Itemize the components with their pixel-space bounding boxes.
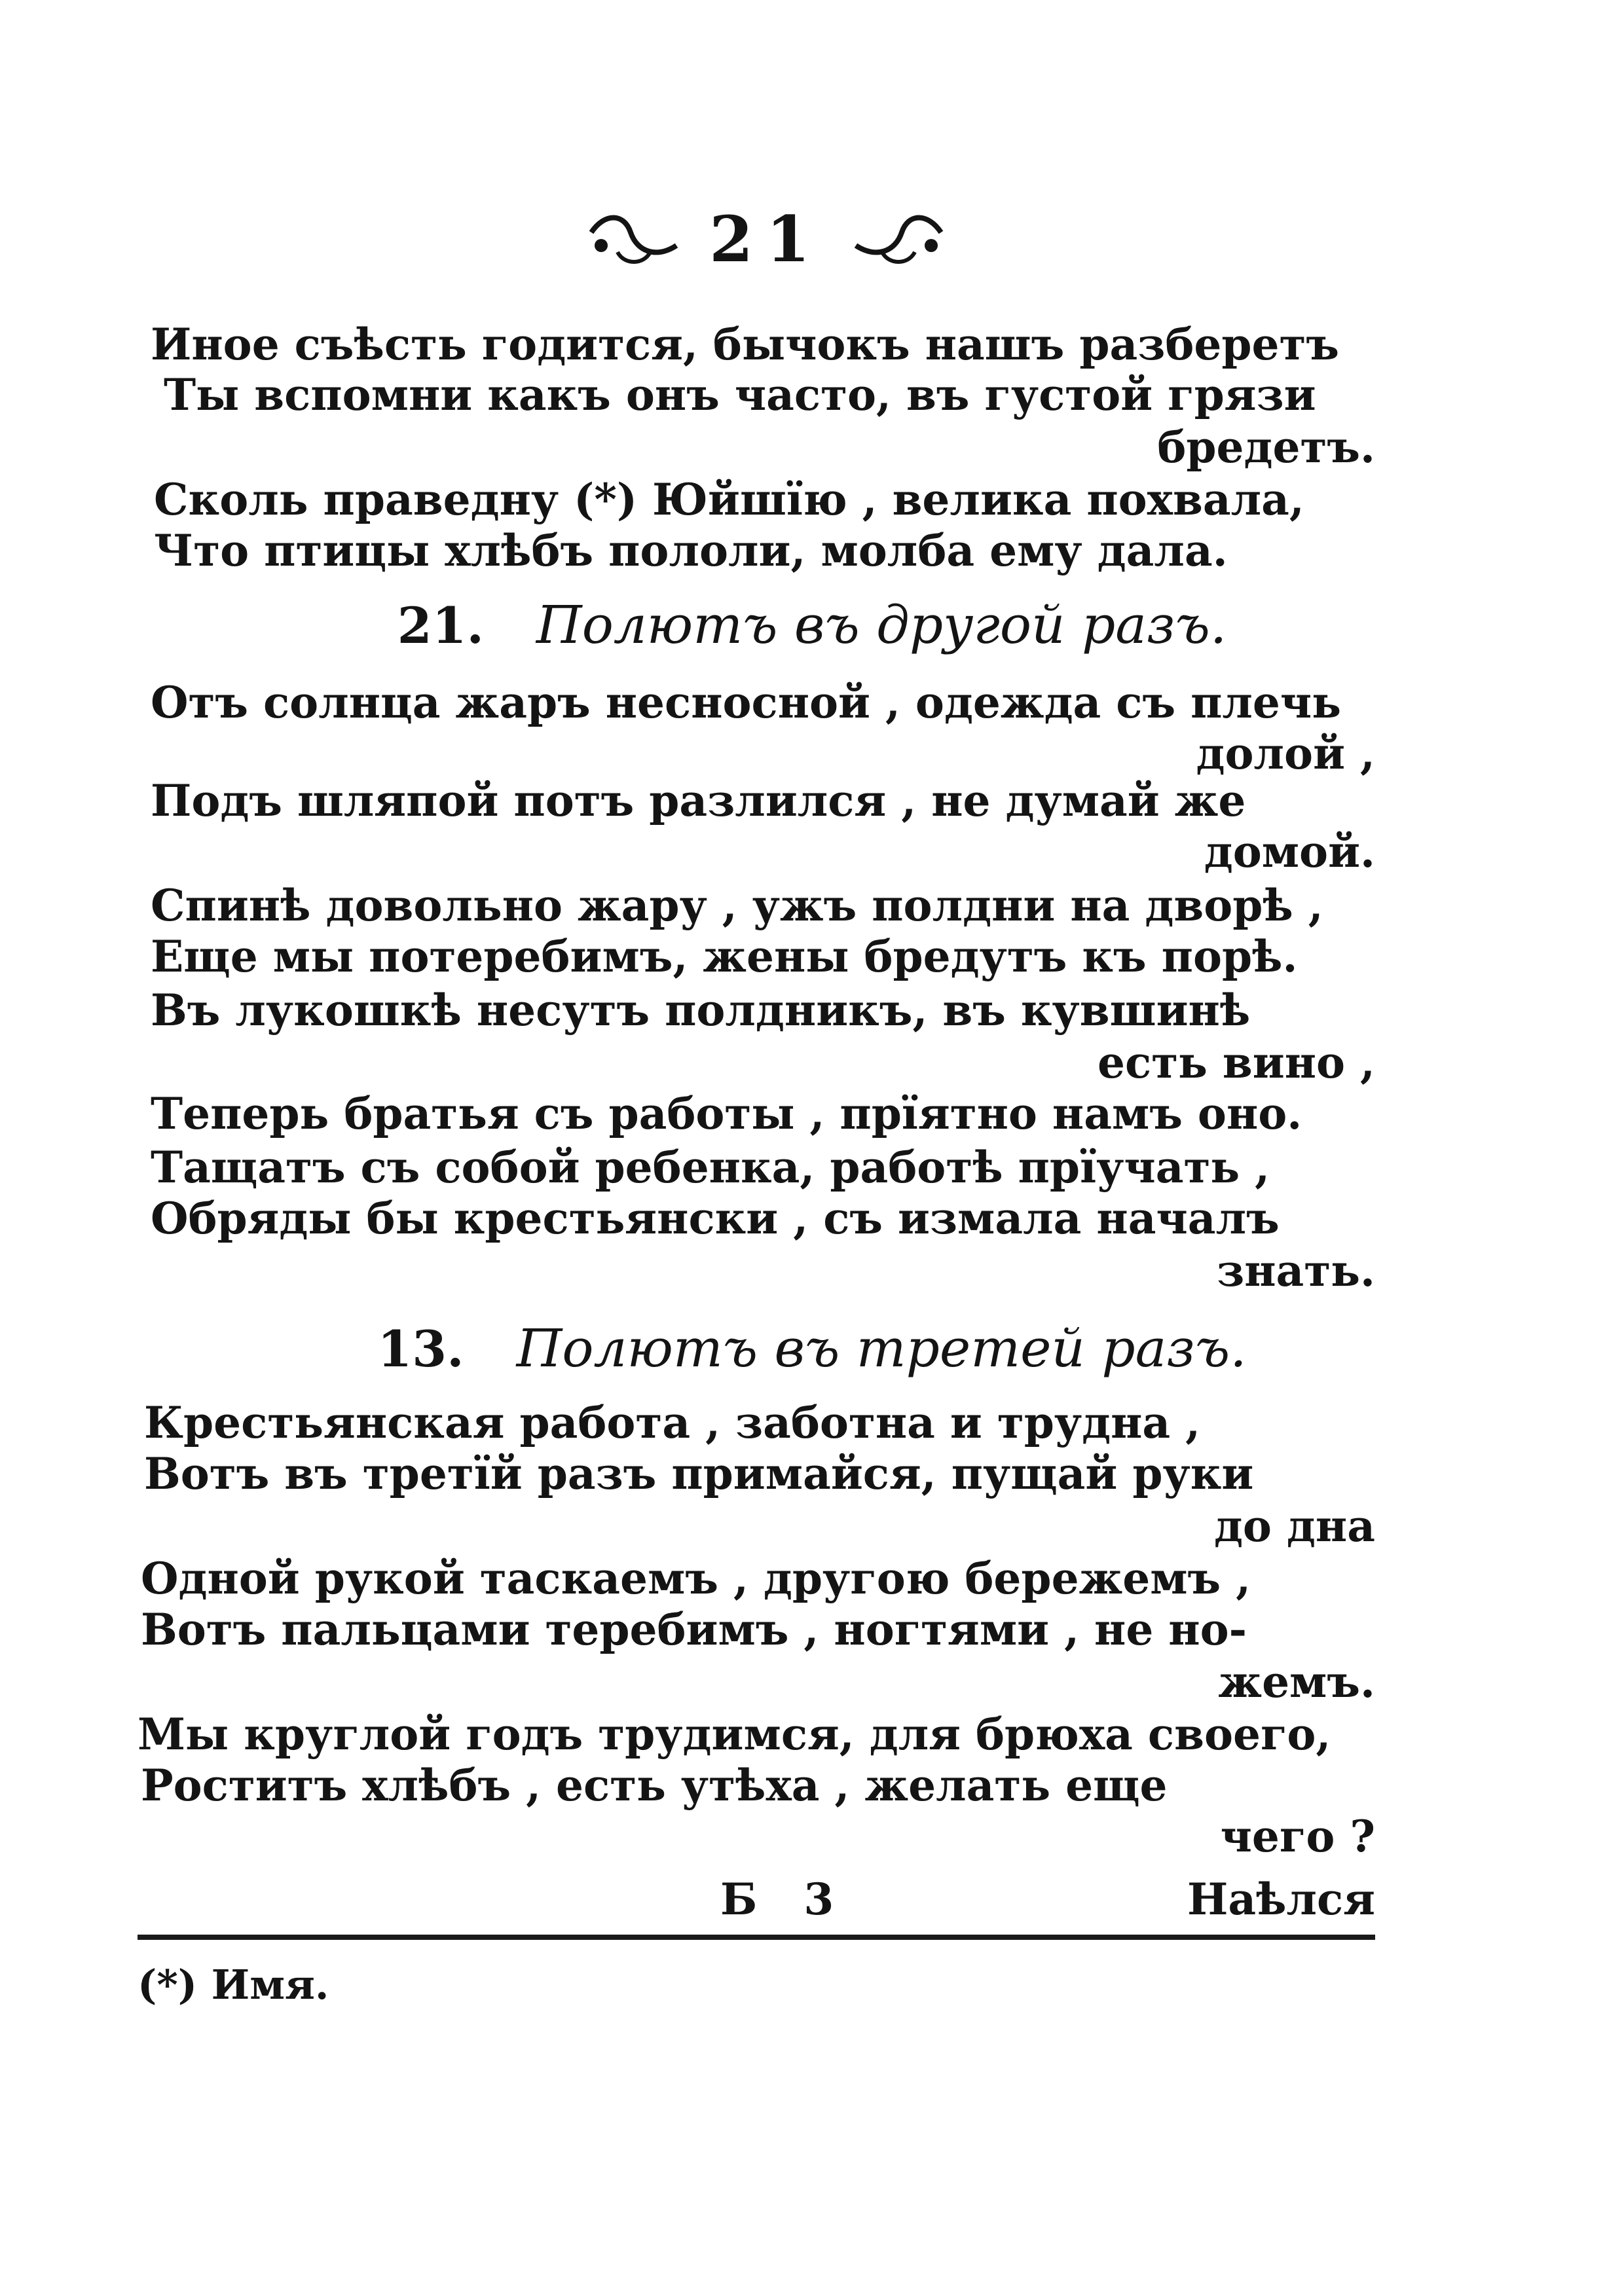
signature-mark: Б 3	[720, 1874, 850, 1925]
right-ornament-icon	[849, 206, 948, 272]
footnote-rule	[138, 1935, 1375, 1940]
footnote: (*) Имя.	[138, 1961, 329, 2009]
section-number: 13.	[377, 1320, 464, 1378]
text-line: Крестьянская работа , заботна и трудна ,	[144, 1397, 1201, 1448]
text-line: Что птицы хлѣбъ пололи, молба ему дала.	[154, 525, 1228, 576]
text-line: Въ лукошкѣ несутъ полдникъ, въ кувшинѣ	[151, 985, 1251, 1036]
text-line: Иное съѣсть годится, бычокъ нашъ разберетъ	[151, 319, 1340, 370]
left-ornament-icon	[585, 206, 683, 272]
text-line: есть вино ,	[1098, 1037, 1375, 1088]
text-line: Спинѣ довольно жару , ужъ полдни на дворѣ ,	[151, 880, 1323, 931]
text-line: Отъ солнца жаръ несносной , одежда съ плечь	[151, 677, 1342, 728]
section-title: Полютъ въ другой разъ.	[536, 594, 1227, 655]
text-line: Теперь братья съ работы , прїятно намъ оно.	[151, 1088, 1302, 1139]
page-header	[570, 196, 963, 282]
text-line: жемъ.	[1218, 1656, 1375, 1707]
catchword: Наѣлся	[1187, 1874, 1375, 1925]
section-number: 21.	[397, 596, 484, 655]
page-number: 21	[709, 202, 823, 276]
section-title: Полютъ въ третей разъ.	[516, 1318, 1247, 1379]
text-line: Ты вспомни какъ онъ часто, въ густой грязи	[164, 369, 1316, 420]
text-line: до дна	[1213, 1501, 1375, 1552]
text-line: Еще мы потеребимъ, жены бредутъ къ порѣ.	[151, 931, 1298, 982]
section-heading	[0, 594, 1624, 655]
text-line: знать.	[1217, 1245, 1375, 1296]
section-heading	[0, 1318, 1624, 1379]
text-line: Обряды бы крестьянски , съ измала началъ	[151, 1193, 1280, 1244]
text-line: Вотъ въ третїй разъ примайся, пущай руки	[144, 1448, 1254, 1499]
text-line: Тащатъ съ собой ребенка, работѣ прїучать ,	[151, 1142, 1270, 1193]
text-line: Подъ шляпой потъ разлился , не думай же	[151, 775, 1246, 826]
text-line: Вотъ пальцами теребимъ , ногтями , не но-	[141, 1604, 1247, 1655]
text-line: чего ?	[1220, 1811, 1375, 1862]
text-line: Роститъ хлѣбъ , есть утѣха , желать еще	[141, 1760, 1168, 1811]
text-line: долой ,	[1196, 728, 1375, 779]
text-line: Одной рукой таскаемъ , другою бережемъ ,	[141, 1553, 1251, 1604]
text-line: бредетъ.	[1157, 422, 1375, 473]
text-line: Сколь праведну (*) Юйшїю , велика похвала,	[154, 474, 1304, 525]
text-line: домой.	[1204, 826, 1375, 877]
text-line: Мы круглой годъ трудимся, для брюха своего,	[138, 1709, 1331, 1760]
